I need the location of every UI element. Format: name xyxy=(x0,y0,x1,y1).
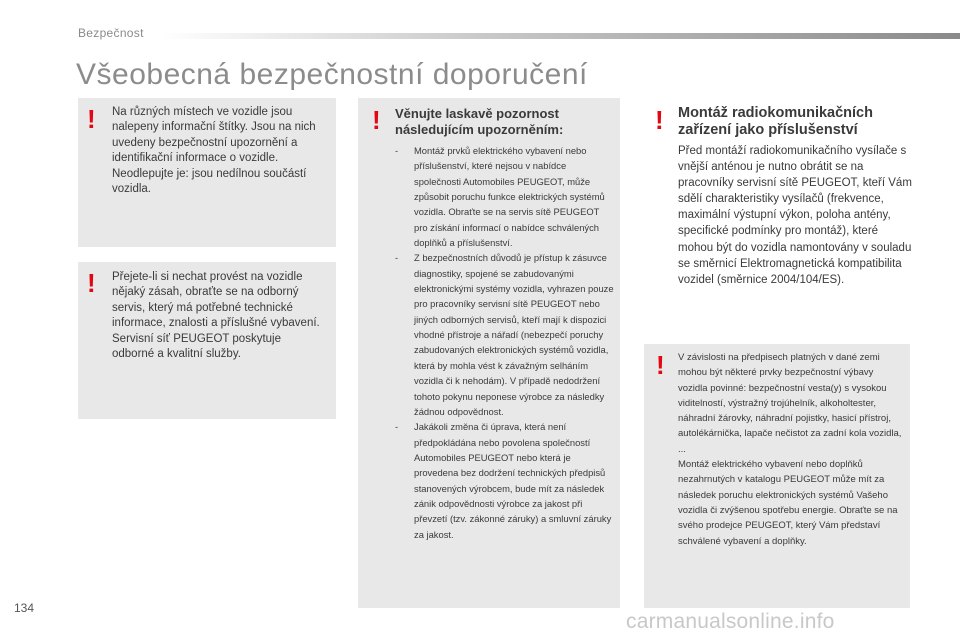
warning-text-service: Přejete-li si nechat provést na vozidle nějaký zásah, obraťte se na odborný servis, který má potřebné technické informace, znalosti a příslušné vybavení. Servisní síť PEUGEOT poskytuje odborné a kvalitní služby. xyxy=(112,271,320,361)
section-label: Bezpečnost xyxy=(78,26,144,40)
list-item xyxy=(395,419,615,542)
list-item xyxy=(395,250,615,419)
warning-text-labels: Na různých místech ve vozidle jsou nalepeny informační štítky. Jsou na nich uvedeny bezpečnostní upozornění a identifikační informace o vozidle. Neodlepujte je: jsou nedílnou součástí vozidla. xyxy=(112,106,316,196)
list-item xyxy=(395,143,615,250)
equipment-text-mandatory: V závislosti na předpisech platných v dané zemi mohou být některé prvky bezpečnostní výbavy vozidla povinné: bezpečnostní vesta(y) s vysokou viditelností, výstražný trojúhelník, alkoholtester, náhradní žárovky, náhradní pojistky, hasicí přístroj, autolékárnička, lapače nečistot za zadní kola vozidla, ... xyxy=(678,352,902,455)
warning-icon: ! xyxy=(87,104,96,134)
warning-icon: ! xyxy=(87,268,96,298)
warning-icon: ! xyxy=(372,105,381,135)
page-number: 134 xyxy=(14,601,35,615)
equipment-text xyxy=(678,350,902,549)
radio-heading: Montáž radiokomunikačních zařízení jako příslušenství xyxy=(678,105,873,138)
watermark: carmanualsonline.info xyxy=(626,610,835,633)
header-bar xyxy=(160,33,960,39)
equipment-text-accessories: Montáž elektrického vybavení nebo doplňků nezahrnutých v katalogu PEUGEOT může mít za následek poruchu elektronických systémů Vašeho vozidla či zvýšenou spotřebu energie. Obraťte se na svého prodejce PEUGEOT, který Vám představí schválené vybavení a doplňky. xyxy=(678,459,898,547)
bullet-dash: - xyxy=(395,145,399,156)
bullet-dash: - xyxy=(395,421,399,433)
list-item-text: Montáž prvků elektrického vybavení nebo příslušenství, které nejsou v nabídce společnosti Automobiles PEUGEOT, může způsobit poruchu funkce elektrických systémů vozidla. Obraťte se na servis sítě PEUGEOT pro získání informací o nabídce schválených doplňků a příslušenství. xyxy=(414,145,605,249)
electrical-warnings-list xyxy=(395,143,615,542)
page-title: Všeobecná bezpečnostní doporučení xyxy=(76,58,588,91)
warning-icon: ! xyxy=(656,350,665,380)
list-item-text: Z bezpečnostních důvodů je přístup k zásuvce diagnostiky, spojené se zabudovanými elektronickými systémy vozidla, vyhrazen pouze pro pracovníky servisní sítě PEUGEOT nebo jiných odborných servisů, kteří mají k dispozici vhodné přístroje a nářadí (nebezpečí poruchy zabudovaných elektronických systémů vozidla, která by mohla vést k závažným selháním vozidla či k nehodám). V případě nedodržení tohoto pokynu neponese výrobce za následky žádnou odpovědnost. xyxy=(414,252,614,417)
list-item-text: Jakákoli změna či úprava, která není předpokládána nebo povolena společností Automobiles PEUGEOT nebo která je provedena bez dodržení technických předpisů stanovených výrobcem, bude mít za následek zánik odpovědnosti výrobce za jakost při převzetí (tzv. zákonné záruky) a smluvní záruky za jakost. xyxy=(414,421,612,540)
bullet-dash: - xyxy=(395,252,399,264)
warning-icon: ! xyxy=(655,105,664,135)
electrical-heading: Věnujte laskavě pozornost následujícím upozorněním: xyxy=(395,106,564,137)
radio-text: Před montáží radiokomunikačního vysílače s vnější anténou je nutno obrátit se na pracovníky servisní sítě PEUGEOT, kteří Vám sdělí charakteristiky vysílačů (frekvence, maximální výstupní výkon, poloha antény, specifické podmínky pro montáž), které mohou být do vozidla namontovány v souladu se směrnicí Elektromagnetická kompatibilita vozidel (směrnice 2004/104/ES). xyxy=(678,145,912,286)
